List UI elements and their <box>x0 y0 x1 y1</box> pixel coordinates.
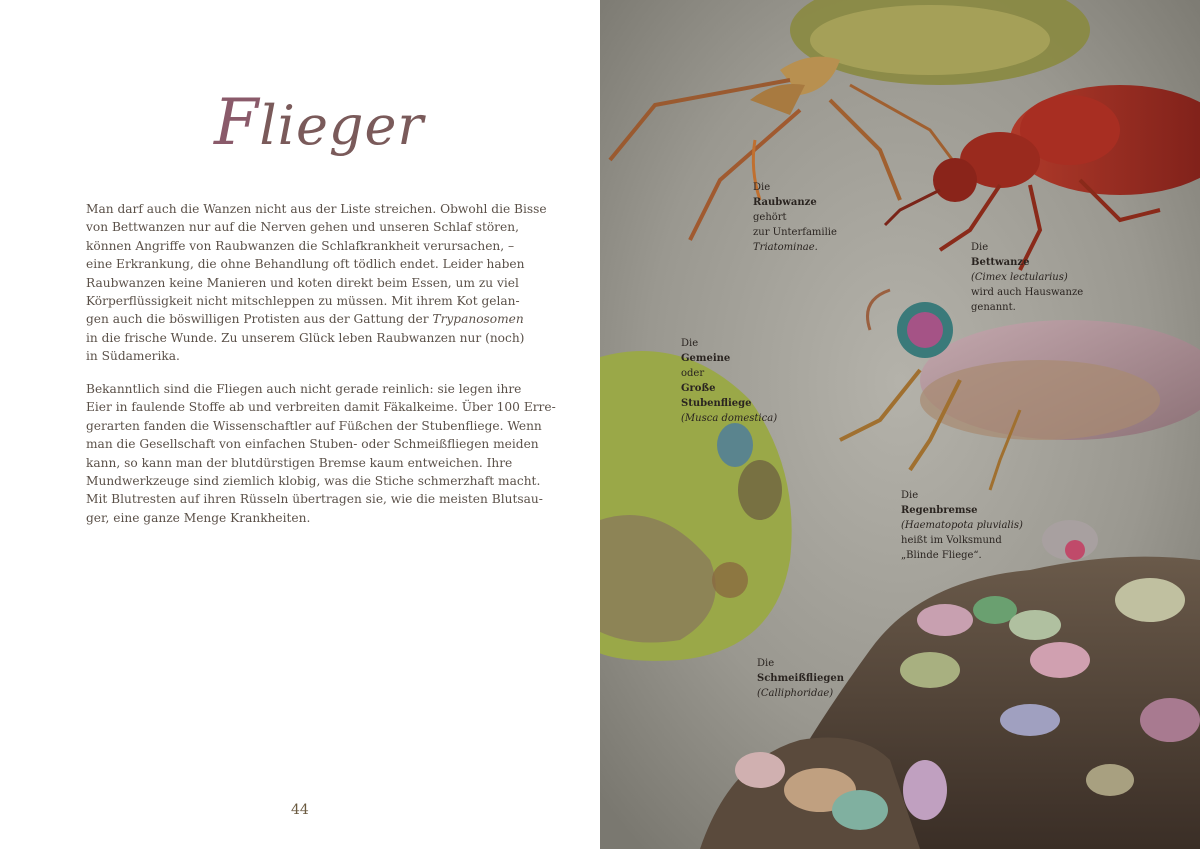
caption-bold: Gemeine <box>681 353 731 364</box>
caption-line <box>757 656 844 686</box>
text-line: man die Gesellschaft von einfachen Stuben- oder Schmeißfliegen meiden <box>86 437 539 452</box>
caption-stubenfliege <box>681 336 777 426</box>
caption-text: Die <box>901 490 919 501</box>
caption-line <box>681 396 777 411</box>
caption-line: „Blinde Fliege“. <box>901 550 982 561</box>
caption-line <box>753 180 837 225</box>
text-line: Raubwanzen keine Manieren und koten direkt beim Essen, um zu viel <box>86 275 519 290</box>
illustration-page <box>600 0 1200 849</box>
text-line: in Südamerika. <box>86 349 180 364</box>
caption-line <box>901 488 1023 518</box>
caption-line <box>757 686 844 701</box>
text-line: gerarten fanden die Wissenschaftler auf Füßchen der Stubenfliege. Wenn <box>86 418 542 433</box>
text-line: Mundwerkzeuge sind ziemlich klobig, was die Stiche schmerzhaft macht. <box>86 474 541 489</box>
caption-line <box>681 411 777 426</box>
caption-italic: (Musca domestica) <box>681 413 778 424</box>
caption-schmeissfliegen <box>757 656 844 701</box>
caption-text: Die <box>753 182 771 193</box>
caption-bold: Stubenfliege <box>681 398 752 409</box>
caption-text: oder <box>681 368 705 379</box>
caption-italic: Triatominae. <box>753 242 818 253</box>
horse-fly-icon <box>1042 520 1098 560</box>
text-line: ger, eine ganze Menge Krankheiten. <box>86 510 311 525</box>
italic-term: Trypanosomen <box>432 312 524 327</box>
caption-text: Die <box>971 242 989 253</box>
text-line: Bekanntlich sind die Fliegen auch nicht gerade reinlich: sie legen ihre <box>86 382 522 396</box>
text-line: kann, so kann man der blutdürstigen Bremse kaum entweichen. Ihre <box>86 455 513 470</box>
caption-text: gehört <box>753 212 787 223</box>
caption-line: genannt. <box>971 302 1016 313</box>
caption-line <box>971 240 1083 270</box>
page-title <box>214 86 424 160</box>
caption-regenbremse <box>901 488 1023 563</box>
caption-line: heißt im Volksmund <box>901 535 1002 546</box>
caption-bettwanze <box>971 240 1083 315</box>
caption-bold: Bettwanze <box>971 257 1030 268</box>
caption-text: Die <box>757 658 775 669</box>
title-rest: lieger <box>259 94 425 157</box>
caption-line <box>971 270 1083 285</box>
caption-raubwanze <box>753 180 837 255</box>
caption-bold: Raubwanze <box>753 197 817 208</box>
text-line: Man darf auch die Wanzen nicht aus der Liste streichen. Obwohl die Bisse <box>86 202 547 216</box>
caption-bold: Große <box>681 383 716 394</box>
text-line: von Bettwanzen nur auf die Nerven gehen und unseren Schlaf stören, <box>86 220 519 235</box>
title-initial: F <box>214 86 260 160</box>
caption-line: zur Unterfamilie <box>753 227 837 238</box>
text-line: in die frische Wunde. Zu unserem Glück leben Raubwanzen nur (noch) <box>86 330 525 345</box>
paragraph-bugs <box>86 200 547 366</box>
text-line: Körperflüssigkeit nicht mitschleppen zu müssen. Mit ihrem Kot gelan- <box>86 294 520 309</box>
caption-bold: Regenbremse <box>901 505 978 516</box>
text-line <box>86 310 526 328</box>
text-line: können Angriffe von Raubwanzen die Schlafkrankheit verursachen, – <box>86 238 515 253</box>
caption-italic: (Calliphoridae) <box>757 688 834 699</box>
paragraph-flies <box>86 380 556 527</box>
caption-line: wird auch Hauswanze <box>971 287 1084 298</box>
caption-bold: Schmeißfliegen <box>757 673 844 684</box>
text-line: eine Erkrankung, die ohne Behandlung oft tödlich endet. Leider haben <box>86 257 525 272</box>
text-line: Mit Blutresten auf ihren Rüsseln übertragen sie, wie die meisten Blutsau- <box>86 492 543 507</box>
caption-line <box>681 336 777 396</box>
caption-italic: (Haematopota pluvialis) <box>901 520 1023 531</box>
text-line: Eier in faulende Stoffe ab und verbreiten damit Fäkalkeime. Über 100 Erre- <box>86 400 556 415</box>
caption-line <box>901 518 1023 533</box>
caption-italic: (Cimex lectularius) <box>971 272 1068 283</box>
text-segment: gen auch die böswilligen Protisten aus der Gattung der <box>86 312 433 327</box>
caption-line <box>753 240 837 255</box>
page-number: 44 <box>291 802 309 818</box>
caption-text: Die <box>681 338 699 349</box>
